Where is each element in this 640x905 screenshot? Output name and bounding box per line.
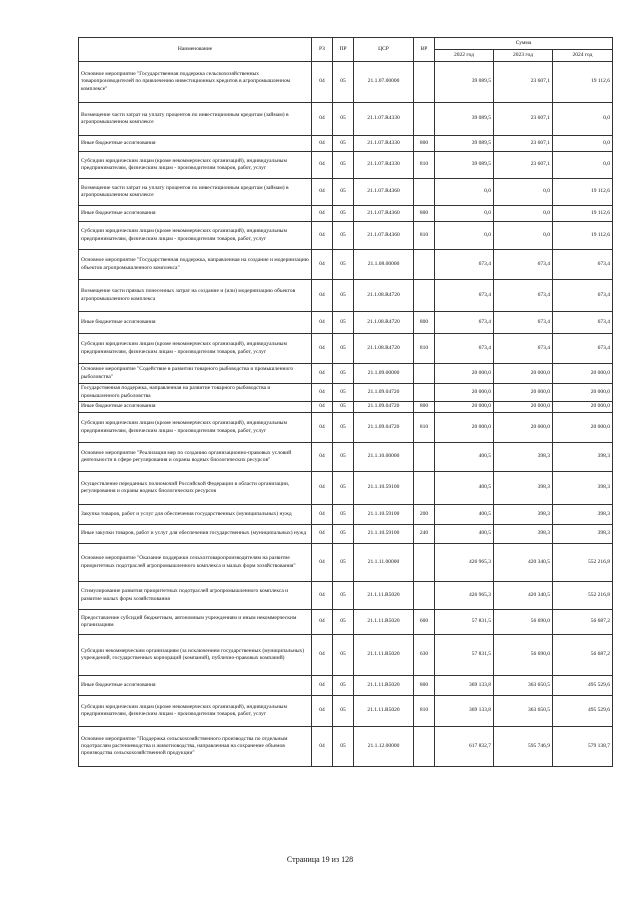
row-name-cell: Основное мероприятие "Государственная поддержка, направленная на создание и модернизацию объектов агропромышленного комплекса": [79, 250, 312, 280]
row-2023-cell: 23 607,1: [494, 62, 553, 103]
row-csr-cell: 21.1.12.00000: [354, 727, 414, 767]
row-rz-cell: 04: [312, 696, 333, 727]
row-2023-cell: 23 607,1: [494, 152, 553, 179]
row-pr-cell: 05: [333, 402, 354, 413]
row-name-cell: Предоставление субсидий бюджетным, автономным учреждениям и иным некоммерческим организациям: [79, 610, 312, 635]
row-vr-cell: 800: [414, 676, 435, 696]
row-2024-cell: 552 216,8: [553, 582, 613, 610]
row-csr-cell: 21.1.09.04720: [354, 402, 414, 413]
row-rz-cell: 04: [312, 610, 333, 635]
row-2024-cell: 19 112,6: [553, 179, 613, 206]
row-pr-cell: 05: [333, 179, 354, 206]
row-pr-cell: 05: [333, 505, 354, 525]
table-row: [79, 206, 613, 222]
row-name-cell: Иные бюджетные ассигнования: [79, 312, 312, 334]
row-name-cell: Иные бюджетные ассигнования: [79, 206, 312, 222]
row-name-cell: Возмещение части затрат на уплату процентов по инвестиционным кредитам (займам) в агропромышленном комплексе: [79, 103, 312, 136]
header-vr: ВР: [414, 38, 435, 62]
row-pr-cell: 05: [333, 544, 354, 582]
row-2022-cell: 20 000,0: [435, 402, 494, 413]
row-pr-cell: 05: [333, 222, 354, 250]
row-name-cell: Возмещение части прямых понесенных затрат на создание и (или) модернизацию объектов агропромышленного комплекса: [79, 280, 312, 312]
row-2023-cell: 0,0: [494, 179, 553, 206]
row-csr-cell: 21.1.10.59100: [354, 505, 414, 525]
row-pr-cell: 05: [333, 312, 354, 334]
row-rz-cell: 04: [312, 402, 333, 413]
row-rz-cell: 04: [312, 364, 333, 384]
row-2023-cell: 398,3: [494, 443, 553, 472]
table-row: [79, 610, 613, 635]
row-name-cell: Иные бюджетные ассигнования: [79, 402, 312, 413]
row-vr-cell: 810: [414, 696, 435, 727]
row-vr-cell: 240: [414, 525, 435, 544]
row-name-cell: Основное мероприятие "Государственная поддержка сельскохозяйственных товаропроизводителей по привлечению инвестиционных кредитов в агропромышленном комплексе": [79, 62, 312, 103]
table-row: [79, 364, 613, 384]
row-2022-cell: 673,4: [435, 250, 494, 280]
row-vr-cell: [414, 544, 435, 582]
row-rz-cell: 04: [312, 152, 333, 179]
row-rz-cell: 04: [312, 179, 333, 206]
row-pr-cell: 05: [333, 152, 354, 179]
row-vr-cell: 800: [414, 312, 435, 334]
row-csr-cell: 21.1.08.00000: [354, 250, 414, 280]
row-2023-cell: 398,3: [494, 472, 553, 505]
table-row: [79, 443, 613, 472]
row-rz-cell: 04: [312, 727, 333, 767]
row-2024-cell: 495 529,6: [553, 676, 613, 696]
row-2023-cell: 0,0: [494, 206, 553, 222]
row-name-cell: Основное мероприятие "Поддержка сельскохозяйственного производства по отдельным подотраслям растениеводства и животноводства, направленная на сохранение объемов производства сельскохозяйственной продукции": [79, 727, 312, 767]
row-csr-cell: 21.1.07.R4360: [354, 206, 414, 222]
row-pr-cell: 05: [333, 443, 354, 472]
row-pr-cell: 05: [333, 635, 354, 676]
row-2024-cell: 56 687,2: [553, 635, 613, 676]
row-2023-cell: 420 340,5: [494, 544, 553, 582]
header-year-2023: 2023 год: [494, 50, 553, 62]
row-csr-cell: 21.1.07.R4360: [354, 179, 414, 206]
table-row: [79, 136, 613, 152]
row-2022-cell: 400,5: [435, 525, 494, 544]
header-pr: ПР: [333, 38, 354, 62]
row-2024-cell: 673,4: [553, 334, 613, 364]
row-rz-cell: 04: [312, 676, 333, 696]
row-2023-cell: 20 000,0: [494, 413, 553, 443]
row-2022-cell: 400,5: [435, 443, 494, 472]
row-2024-cell: 673,4: [553, 280, 613, 312]
table-row: [79, 676, 613, 696]
table-row: [79, 582, 613, 610]
row-2022-cell: 426 965,3: [435, 582, 494, 610]
row-2022-cell: 673,4: [435, 312, 494, 334]
row-csr-cell: 21.1.11.R5020: [354, 635, 414, 676]
row-vr-cell: 800: [414, 206, 435, 222]
row-pr-cell: 05: [333, 334, 354, 364]
row-2022-cell: 673,4: [435, 334, 494, 364]
row-2024-cell: 20 000,0: [553, 413, 613, 443]
row-pr-cell: 05: [333, 676, 354, 696]
row-rz-cell: 04: [312, 413, 333, 443]
row-2024-cell: 20 000,0: [553, 402, 613, 413]
row-csr-cell: 21.1.11.R5020: [354, 696, 414, 727]
row-csr-cell: 21.1.10.00000: [354, 443, 414, 472]
row-csr-cell: 21.1.10.59100: [354, 472, 414, 505]
row-2023-cell: 673,4: [494, 250, 553, 280]
row-csr-cell: 21.1.07.R4360: [354, 222, 414, 250]
row-name-cell: Осуществление переданных полномочий Российской Федерации в области организации, регулирования и охраны водных биологических ресурсов: [79, 472, 312, 505]
row-pr-cell: 05: [333, 472, 354, 505]
row-csr-cell: 21.1.07.R4330: [354, 152, 414, 179]
row-rz-cell: 04: [312, 582, 333, 610]
row-rz-cell: 04: [312, 334, 333, 364]
row-name-cell: Основное мероприятие "Содействие в развитии товарного рыбоводства и промышленного рыболовства": [79, 364, 312, 384]
row-name-cell: Иные бюджетные ассигнования: [79, 136, 312, 152]
row-2023-cell: 23 607,1: [494, 103, 553, 136]
row-2022-cell: 426 965,3: [435, 544, 494, 582]
row-rz-cell: 04: [312, 384, 333, 402]
row-pr-cell: 05: [333, 364, 354, 384]
row-csr-cell: 21.1.08.R4720: [354, 280, 414, 312]
row-2023-cell: 23 607,1: [494, 136, 553, 152]
header-csr: ЦСР: [354, 38, 414, 62]
row-vr-cell: 810: [414, 334, 435, 364]
row-2023-cell: 398,3: [494, 505, 553, 525]
table-row: [79, 402, 613, 413]
row-vr-cell: [414, 364, 435, 384]
row-name-cell: Субсидии юридическим лицам (кроме некоммерческих организаций), индивидуальным предпринимателям, физическим лицам - производителям товаров, работ, услуг: [79, 334, 312, 364]
row-rz-cell: 04: [312, 136, 333, 152]
row-2022-cell: 20 000,0: [435, 384, 494, 402]
table-row: [79, 472, 613, 505]
table-row: [79, 635, 613, 676]
row-2022-cell: 369 133,8: [435, 676, 494, 696]
row-csr-cell: 21.1.11.R5020: [354, 582, 414, 610]
row-rz-cell: 04: [312, 250, 333, 280]
row-name-cell: Субсидии юридическим лицам (кроме некоммерческих организаций), индивидуальным предпринимателям, физическим лицам - производителям товаров, работ, услуг: [79, 152, 312, 179]
row-2023-cell: 20 000,0: [494, 364, 553, 384]
row-2024-cell: 552 216,8: [553, 544, 613, 582]
row-csr-cell: 21.1.11.R5020: [354, 676, 414, 696]
row-csr-cell: 21.1.09.04720: [354, 413, 414, 443]
row-name-cell: Стимулирование развития приоритетных подотраслей агропромышленного комплекса и развитие малых форм хозяйствования: [79, 582, 312, 610]
row-2022-cell: 20 000,0: [435, 413, 494, 443]
row-name-cell: Иные закупки товаров, работ и услуг для обеспечения государственных (муниципальных) нужд: [79, 525, 312, 544]
row-pr-cell: 05: [333, 384, 354, 402]
row-2023-cell: 420 340,5: [494, 582, 553, 610]
table-row: [79, 334, 613, 364]
row-2024-cell: 398,3: [553, 525, 613, 544]
row-pr-cell: 05: [333, 136, 354, 152]
row-2022-cell: 39 089,5: [435, 136, 494, 152]
row-2023-cell: 56 690,0: [494, 610, 553, 635]
row-2024-cell: 398,3: [553, 472, 613, 505]
row-2022-cell: 673,4: [435, 280, 494, 312]
row-2023-cell: 673,4: [494, 312, 553, 334]
row-2024-cell: 19 112,6: [553, 206, 613, 222]
row-2022-cell: 57 831,5: [435, 610, 494, 635]
row-vr-cell: 800: [414, 402, 435, 413]
row-vr-cell: 810: [414, 152, 435, 179]
row-vr-cell: [414, 280, 435, 312]
row-rz-cell: 04: [312, 505, 333, 525]
header-sum: Сумма: [435, 38, 613, 50]
row-2024-cell: 20 000,0: [553, 384, 613, 402]
row-csr-cell: 21.1.07.00000: [354, 62, 414, 103]
row-name-cell: Основное мероприятие "Реализация мер по созданию организационно-правовых условий деятельности в сфере регулирования и охраны водных биологических ресурсов": [79, 443, 312, 472]
row-2024-cell: 0,0: [553, 136, 613, 152]
table-body: [79, 62, 613, 767]
table-row: [79, 62, 613, 103]
table-row: [79, 505, 613, 525]
header-year-2022: 2022 год: [435, 50, 494, 62]
table-row: [79, 384, 613, 402]
table-header: [79, 38, 613, 62]
row-rz-cell: 04: [312, 103, 333, 136]
table-row: [79, 222, 613, 250]
row-vr-cell: 800: [414, 136, 435, 152]
row-csr-cell: 21.1.11.R5020: [354, 610, 414, 635]
row-2023-cell: 363 650,5: [494, 696, 553, 727]
table-row: [79, 544, 613, 582]
row-csr-cell: 21.1.08.R4720: [354, 334, 414, 364]
row-vr-cell: [414, 250, 435, 280]
row-2023-cell: 20 000,0: [494, 402, 553, 413]
row-vr-cell: 200: [414, 505, 435, 525]
row-pr-cell: 05: [333, 727, 354, 767]
row-pr-cell: 05: [333, 250, 354, 280]
header-name: Наименование: [79, 38, 312, 62]
row-rz-cell: 04: [312, 635, 333, 676]
row-vr-cell: 810: [414, 413, 435, 443]
row-csr-cell: 21.1.09.04720: [354, 384, 414, 402]
row-csr-cell: 21.1.08.R4720: [354, 312, 414, 334]
row-rz-cell: 04: [312, 312, 333, 334]
row-2022-cell: 39 089,5: [435, 103, 494, 136]
row-vr-cell: 630: [414, 635, 435, 676]
row-2024-cell: 398,3: [553, 505, 613, 525]
row-vr-cell: [414, 384, 435, 402]
row-rz-cell: 04: [312, 472, 333, 505]
row-pr-cell: 05: [333, 696, 354, 727]
row-vr-cell: 600: [414, 610, 435, 635]
row-csr-cell: 21.1.07.R4330: [354, 136, 414, 152]
row-2022-cell: 400,5: [435, 472, 494, 505]
row-vr-cell: [414, 62, 435, 103]
row-name-cell: Субсидии юридическим лицам (кроме некоммерческих организаций), индивидуальным предпринимателям, физическим лицам - производителям товаров, работ, услуг: [79, 696, 312, 727]
table-row: [79, 696, 613, 727]
header-year-2024: 2024 год: [553, 50, 613, 62]
row-rz-cell: 04: [312, 443, 333, 472]
row-2023-cell: 20 000,0: [494, 384, 553, 402]
row-name-cell: Закупка товаров, работ и услуг для обеспечения государственных (муниципальных) нужд: [79, 505, 312, 525]
table-row: [79, 250, 613, 280]
row-pr-cell: 05: [333, 525, 354, 544]
row-pr-cell: 05: [333, 413, 354, 443]
table-row: [79, 312, 613, 334]
row-rz-cell: 04: [312, 206, 333, 222]
row-vr-cell: [414, 179, 435, 206]
row-name-cell: Основное мероприятие "Оказание поддержки сельхозтоваропроизводителям на развитие приоритетных подотраслей агропромышленного комплекса и малых форм хозяйствования": [79, 544, 312, 582]
row-2023-cell: 673,4: [494, 334, 553, 364]
row-csr-cell: 21.1.11.00000: [354, 544, 414, 582]
header-rz: РЗ: [312, 38, 333, 62]
row-2022-cell: 0,0: [435, 206, 494, 222]
row-2023-cell: 595 746,9: [494, 727, 553, 767]
row-name-cell: Субсидии юридическим лицам (кроме некоммерческих организаций), индивидуальным предпринимателям, физическим лицам - производителям товаров, работ, услуг: [79, 413, 312, 443]
row-2024-cell: 398,3: [553, 443, 613, 472]
table-row: [79, 280, 613, 312]
row-2024-cell: 0,0: [553, 152, 613, 179]
row-vr-cell: [414, 103, 435, 136]
row-2023-cell: 56 690,0: [494, 635, 553, 676]
row-2022-cell: 0,0: [435, 222, 494, 250]
row-2024-cell: 19 112,6: [553, 222, 613, 250]
row-name-cell: Государственная поддержка, направленная на развитие товарного рыбоводства и промышленного рыболовства: [79, 384, 312, 402]
row-2023-cell: 673,4: [494, 280, 553, 312]
row-pr-cell: 05: [333, 206, 354, 222]
row-2022-cell: 617 832,7: [435, 727, 494, 767]
row-2024-cell: 19 112,6: [553, 62, 613, 103]
row-vr-cell: [414, 472, 435, 505]
row-pr-cell: 05: [333, 610, 354, 635]
row-rz-cell: 04: [312, 544, 333, 582]
row-2024-cell: 673,4: [553, 250, 613, 280]
row-csr-cell: 21.1.09.00000: [354, 364, 414, 384]
table-row: [79, 179, 613, 206]
table-row: [79, 413, 613, 443]
table-row: [79, 103, 613, 136]
row-rz-cell: 04: [312, 280, 333, 312]
row-vr-cell: [414, 443, 435, 472]
budget-table-container: [78, 37, 612, 767]
row-2022-cell: 0,0: [435, 179, 494, 206]
row-vr-cell: [414, 582, 435, 610]
row-2024-cell: 579 138,7: [553, 727, 613, 767]
row-pr-cell: 05: [333, 280, 354, 312]
table-row: [79, 152, 613, 179]
row-2022-cell: 39 089,5: [435, 62, 494, 103]
row-2024-cell: 673,4: [553, 312, 613, 334]
row-2022-cell: 400,5: [435, 505, 494, 525]
row-name-cell: Возмещение части затрат на уплату процентов по инвестиционным кредитам (займам) в агропромышленном комплексе: [79, 179, 312, 206]
row-2022-cell: 57 831,5: [435, 635, 494, 676]
row-2023-cell: 363 650,5: [494, 676, 553, 696]
row-pr-cell: 05: [333, 62, 354, 103]
row-2022-cell: 39 089,5: [435, 152, 494, 179]
row-csr-cell: 21.1.07.R4330: [354, 103, 414, 136]
row-vr-cell: [414, 727, 435, 767]
row-2024-cell: 0,0: [553, 103, 613, 136]
row-name-cell: Субсидии юридическим лицам (кроме некоммерческих организаций), индивидуальным предпринимателям, физическим лицам - производителям товаров, работ, услуг: [79, 222, 312, 250]
budget-table: [78, 37, 613, 767]
row-name-cell: Иные бюджетные ассигнования: [79, 676, 312, 696]
row-pr-cell: 05: [333, 103, 354, 136]
row-csr-cell: 21.1.10.59100: [354, 525, 414, 544]
row-2023-cell: 398,3: [494, 525, 553, 544]
table-row: [79, 525, 613, 544]
row-2022-cell: 369 133,8: [435, 696, 494, 727]
row-pr-cell: 05: [333, 582, 354, 610]
row-2023-cell: 0,0: [494, 222, 553, 250]
row-2024-cell: 20 000,0: [553, 364, 613, 384]
row-vr-cell: 810: [414, 222, 435, 250]
page-number: Страница 19 из 128: [286, 855, 354, 864]
table-row: [79, 727, 613, 767]
row-2024-cell: 495 529,6: [553, 696, 613, 727]
row-name-cell: Субсидии некоммерческим организациям (за исключением государственных (муниципальных) учреждений, государственных корпораций (компаний), публично-правовых компаний): [79, 635, 312, 676]
row-2024-cell: 56 687,2: [553, 610, 613, 635]
row-rz-cell: 04: [312, 222, 333, 250]
row-rz-cell: 04: [312, 62, 333, 103]
row-rz-cell: 04: [312, 525, 333, 544]
row-2022-cell: 20 000,0: [435, 364, 494, 384]
